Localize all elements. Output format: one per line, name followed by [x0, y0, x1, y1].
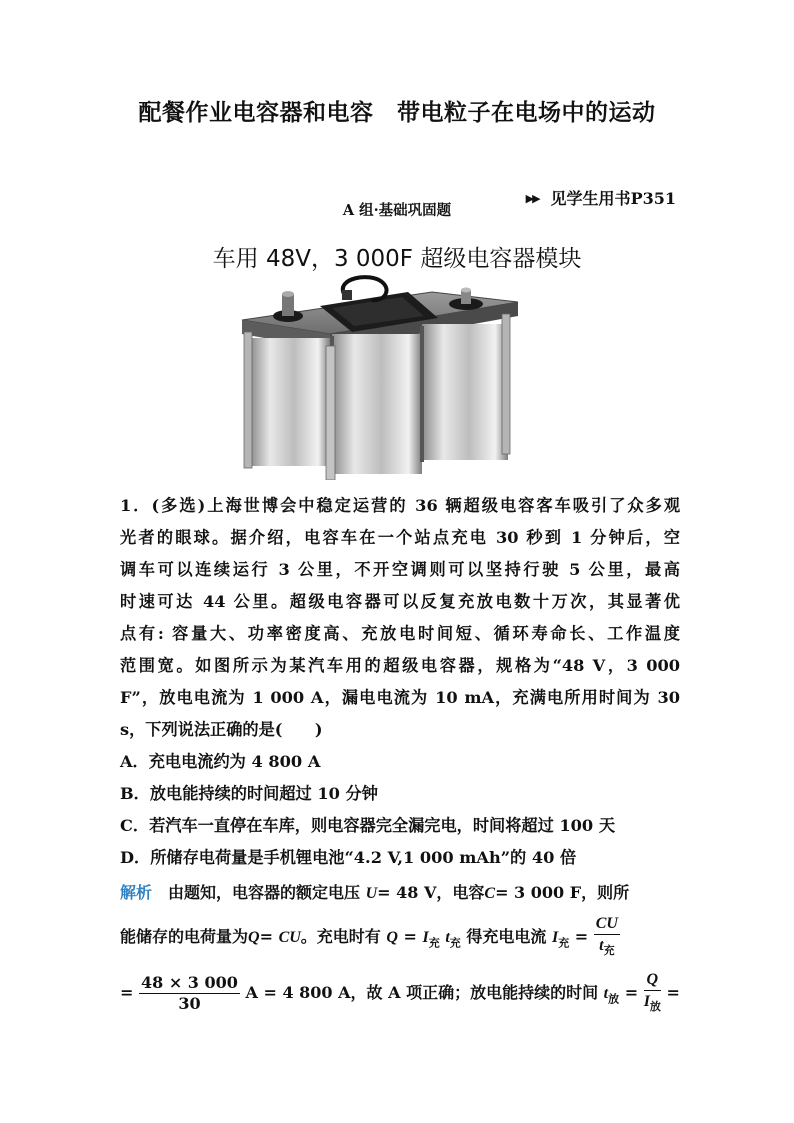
page-title: 配餐作业电容器和电容 带电粒子在电场中的运动: [138, 99, 656, 126]
symbol-i2: I: [551, 929, 559, 947]
analysis-line-1: [120, 880, 680, 903]
sub-chong3: 充: [558, 936, 570, 950]
fraction-denominator: [594, 935, 620, 961]
question-line-8: s，下列说法正确的是( ): [120, 720, 323, 739]
fraction-numerator-3: Q: [644, 970, 661, 991]
option-c[interactable]: [120, 814, 680, 838]
fraction-q-over-i: [644, 970, 661, 1017]
question-text-1: 上海世博会中稳定运营的 36 辆超级电容客车吸引了众多观: [205, 496, 681, 515]
double-arrow-icon: ▶▶: [525, 192, 539, 205]
fraction-numerator: CU: [594, 914, 620, 935]
supercapacitor-photo: [232, 272, 524, 480]
option-d-label: D．: [120, 848, 151, 867]
question-line-6: 范围宽。如图所示为某汽车用的超级电容器，规格为“48 V，3 000: [120, 656, 680, 675]
symbol-u: U: [365, 885, 378, 902]
analysis-text-2c: 。充电时有: [300, 927, 381, 947]
figure-caption: 车用 48V，3 000F 超级电容器模块: [212, 246, 582, 272]
option-a-text: 充电电流约为 4 800 A: [148, 752, 321, 771]
sub-chong4: 充: [603, 944, 615, 958]
question-number: 1．: [120, 496, 152, 515]
option-d[interactable]: [120, 846, 680, 870]
question-line-4: 时速可达 44 公里。超级电容器可以反复充放电数十万次，其显著优: [120, 592, 680, 611]
sub-chong: 充: [428, 936, 440, 950]
question-line-2: 光者的眼球。据介绍，电容车在一个站点充电 30 秒到 1 分钟后，空: [120, 528, 680, 547]
option-b-text: 放电能持续的时间超过 10 分钟: [149, 784, 378, 803]
option-a-label: A．: [120, 752, 149, 771]
option-c-label: C．: [120, 816, 150, 835]
fraction-48x3000-over-30: [139, 973, 240, 1014]
question-line-5: 点有: 容量大、功率密度高、充放电时间短、循环寿命长、工作温度: [120, 624, 680, 643]
analysis-tag: 解析: [120, 883, 153, 902]
sub-fang: 放: [608, 992, 620, 1006]
analysis-text-2a: 能储存的电荷量为: [120, 927, 249, 947]
symbol-t3: t: [603, 985, 609, 1003]
symbol-q: Q: [248, 929, 260, 947]
equals-sign-2: =: [574, 927, 589, 947]
sub-fang2: 放: [649, 1000, 661, 1014]
analysis-text-1a: 由题知，电容器的额定电压: [168, 883, 361, 902]
equals-sign-3: =: [120, 983, 134, 1003]
analysis-text-2d: 得充电电流: [466, 927, 547, 947]
reference-prefix: 见学生用书: [550, 189, 631, 208]
analysis-line-3: [120, 970, 680, 1017]
symbol-t: t: [445, 929, 450, 947]
option-c-text: 若汽车一直停在车库，则电容器完全漏完电，时间将超过 100 天: [149, 816, 616, 835]
fraction-denominator-3: [644, 991, 661, 1017]
analysis-text-1b: = 48 V，电容: [377, 883, 485, 902]
symbol-cu: CU: [278, 929, 301, 947]
question-type: (多选): [151, 496, 206, 515]
symbol-c: C: [484, 885, 496, 902]
question-line-7: F”，放电电流为 1 000 A，漏电电流为 10 mA，充满电所用时间为 30: [120, 688, 680, 707]
symbol-q2: Q: [386, 929, 398, 947]
option-a[interactable]: [120, 750, 680, 774]
analysis-text-3a: A = 4 800 A，故 A 项正确；放电能持续的时间: [245, 983, 599, 1003]
fraction-cu-over-t: [594, 914, 620, 961]
symbol-i3: I: [643, 993, 650, 1010]
option-d-text: 所储存电荷量是手机锂电池“4.2 V,1 000 mAh”的 40 倍: [150, 848, 577, 867]
question-line-3: 调车可以连续运行 3 公里，不开空调则可以坚持行驶 5 公里，最高: [120, 560, 680, 579]
symbol-i: I: [422, 929, 429, 947]
reference-page: P351: [630, 189, 676, 208]
fraction-denominator-2: 30: [178, 994, 201, 1014]
symbol-t2: t: [599, 937, 604, 954]
fraction-numerator-2: 48 × 3 000: [140, 973, 238, 993]
option-b[interactable]: [120, 782, 680, 806]
equals-sign-4: =: [624, 983, 639, 1003]
analysis-line-2: [120, 914, 680, 961]
sub-chong2: 充: [449, 936, 461, 950]
equals-sign: =: [403, 927, 417, 947]
analysis-text-2b: =: [259, 927, 279, 947]
group-heading: A 组·基础巩固题: [342, 202, 452, 219]
question-line-1: [120, 494, 680, 518]
analysis-text-1c: = 3 000 F，则所: [495, 883, 630, 902]
option-b-label: B．: [120, 784, 150, 803]
equals-sign-5: =: [666, 983, 680, 1003]
